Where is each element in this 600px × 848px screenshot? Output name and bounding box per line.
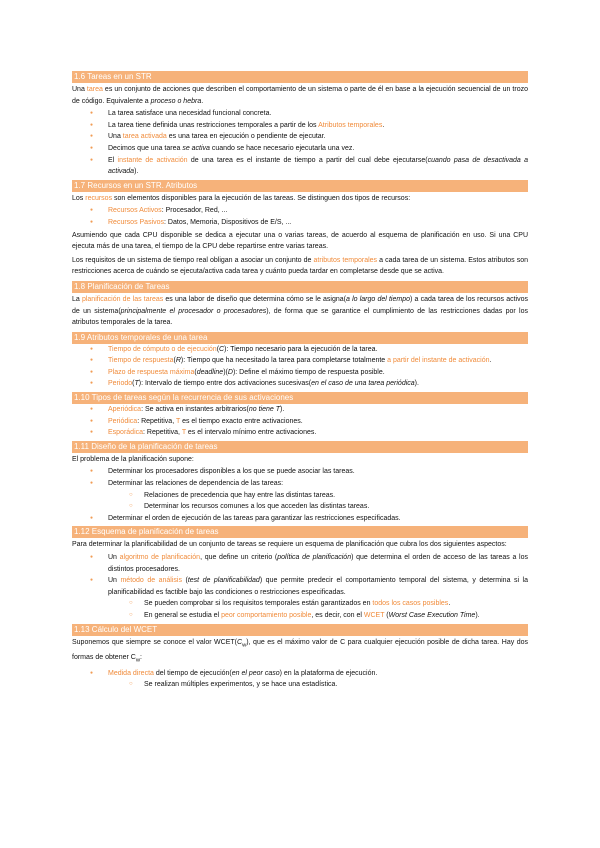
list-item: ● Decimos que una tarea se activa cuando se hace necesario ejecutarla una vez. <box>72 143 528 155</box>
section-heading-1-10: 1.10 Tipos de tareas según la recurrencia de sus activaciones <box>72 392 528 404</box>
list-item: ● Medida directa del tiempo de ejecución(en el peor caso) en la plataforma de ejecución. <box>72 668 528 680</box>
paragraph: El problema de la planificación supone: <box>72 455 194 463</box>
section-heading-1-9: 1.9 Atributos temporales de una tarea <box>72 332 528 344</box>
paragraph: Una tarea es un conjunto de acciones que describen el comportamiento de un sistema o parte de él en base a la ejecución secuencial de un trozo de código. Equivalente a proceso o hebra. <box>72 86 528 105</box>
document-page <box>72 71 528 691</box>
sub-list-item: ○ Determinar los recursos comunes a los que acceden las distintas tareas. <box>72 501 528 513</box>
list-item: ● Un algoritmo de planificación, que define un criterio (política de planificación) que determina el orden de acceso de las tareas a los distintos procesadores. <box>72 552 528 575</box>
section-heading-1-13: 1.13 Cálculo del WCET <box>72 624 528 636</box>
list-item: ● La tarea satisface una necesidad funcional concreta. <box>72 108 528 120</box>
list-item: ● La tarea tiene definida unas restricciones temporales a partir de los Atributos temporales. <box>72 120 528 132</box>
paragraph: Asumiendo que cada CPU disponible se dedica a ejecutar una o varias tareas, de acuerdo al esquema de planificación en uso. Si una CPU ejecuta más de una tarea, el tiempo de la CPU debe repartirse entre varias tareas. <box>72 231 528 251</box>
section-heading-1-7: 1.7 Recursos en un STR. Atributos <box>72 180 528 192</box>
list-item: ● Aperiódica: Se activa en instantes arbitrarios(no tiene T). <box>72 404 528 416</box>
sub-list-item: ○ Se pueden comprobar si los requisitos temporales están garantizados en todos los casos posibles. <box>72 598 528 610</box>
section-heading-1-11: 1.11 Diseño de la planificación de tareas <box>72 441 528 453</box>
list-item: ● Tiempo de cómputo o de ejecución(C): Tiempo necesario para la ejecución de la tarea. <box>72 344 528 356</box>
paragraph: Para determinar la planificabilidad de un conjunto de tareas se requiere un esquema de planificación que cubra los dos siguientes aspectos: <box>72 541 507 549</box>
paragraph: Suponemos que siempre se conoce el valor $WCET(C_w)$, que es el máximo valor de C para cualquier ejecución posible de dicha tarea. Hay dos formas de obtener $C_w$: <box>72 638 528 663</box>
paragraph: Los recursos son elementos disponibles para la ejecución de las tareas. Se distinguen dos tipos de recursos: <box>72 194 411 202</box>
list-item: ● Tiempo de respuesta(R): Tiempo que ha necesitado la tarea para completarse totalmente a partir del instante de activación. <box>72 355 528 367</box>
section-heading-1-8: 1.8 Planificación de Tareas <box>72 281 528 293</box>
section-heading-1-12: 1.12 Esquema de planificación de tareas <box>72 526 528 538</box>
list-item: ● Plazo de respuesta máxima(deadline)(D): Define el máximo tiempo de respuesta posible. <box>72 367 528 379</box>
sub-list-item: ○ Se realizan múltiples experimentos, y se hace una estadística. <box>72 679 528 691</box>
list-item: ● Esporádica: Repetitiva, T es el intervalo mínimo entre activaciones. <box>72 427 528 439</box>
sub-list-item: ○ En general se estudia el peor comportamiento posible, es decir, con el WCET (Worst Case Execution Time). <box>72 610 528 622</box>
list-item: ● Una tarea activada es una tarea en ejecución o pendiente de ejecutar. <box>72 131 528 143</box>
list-item: ● Determinar el orden de ejecución de las tareas para garantizar las restricciones especificadas. <box>72 513 528 525</box>
list-item: ● Determinar los procesadores disponibles a los que se puede asociar las tareas. <box>72 466 528 478</box>
list-item: ● Recursos Activos: Procesador, Red, ... <box>72 205 528 217</box>
paragraph: La planificación de las tareas es una labor de diseño que determina cómo se le asigna(a lo largo del tiempo) a cada tarea de los recursos activos de un sistema(principalmente el procesador o procesadores), de forma que se garantice el cumplimiento de las restricciones dadas por los atributos temporales de la tarea. <box>72 295 528 327</box>
paragraph: Los requisitos de un sistema de tiempo real obligan a asociar un conjunto de atributos temporales a cada tarea de un sistema. Estos atributos son restricciones acerca de cuándo se ejecuta/activa cada tarea y cuánto pueda tardar en completarse desde que se activa. <box>72 256 529 276</box>
list-item: ● El instante de activación de una tarea es el instante de tiempo a partir del cual debe ejecutarse(cuando pasa de desactivada a activada). <box>72 155 528 178</box>
list-item: ● Un método de análisis (test de planificabilidad) que permite predecir el comportamiento temporal del sistema, y determina si la planificabilidad es factible bajo las condiciones o restricciones especificadas. <box>72 575 528 598</box>
sub-list-item: ○ Relaciones de precedencia que hay entre las distintas tareas. <box>72 490 528 502</box>
list-item: ● Determinar las relaciones de dependencia de las tareas: <box>72 478 528 490</box>
list-item: ● Recursos Pasivos: Datos, Memoria, Dispositivos de E/S, ... <box>72 217 528 229</box>
list-item: ● Periódica: Repetitiva, T es el tiempo exacto entre activaciones. <box>72 416 528 428</box>
list-item: ● Periodo(T): Intervalo de tiempo entre dos activaciones sucesivas(en el caso de una tarea periódica). <box>72 378 528 390</box>
section-heading-1-6: 1.6 Tareas en un STR <box>72 71 528 83</box>
